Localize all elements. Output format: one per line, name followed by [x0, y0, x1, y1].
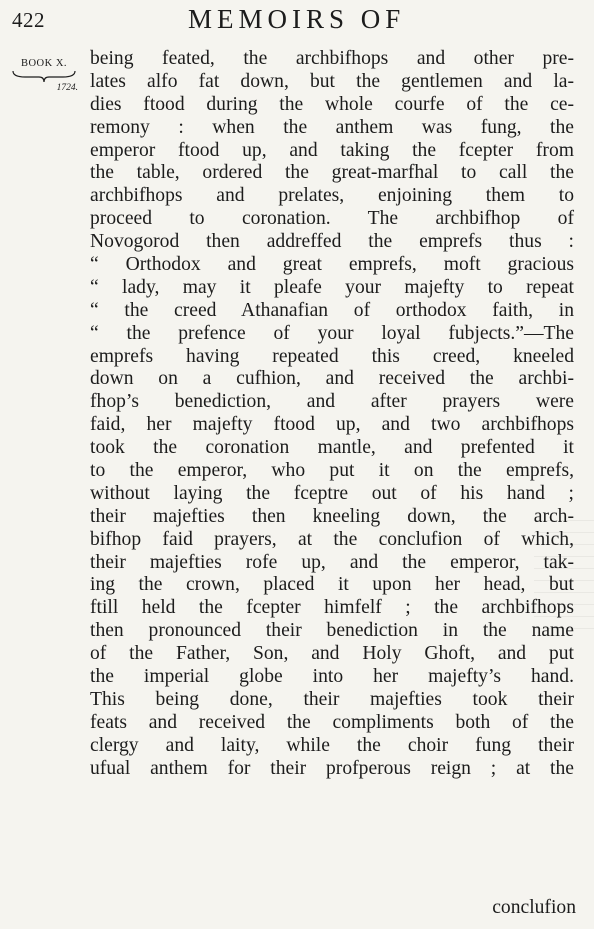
show-through-texture [534, 520, 594, 640]
text-line: Novogorod then addreffed the emprefs thus : [90, 231, 574, 253]
text-line: down on a cufhion, and received the archbi- [90, 368, 574, 390]
text-line: archbifhops and prelates, enjoining them to [90, 185, 574, 207]
text-line: their majefties rofe up, and the emperor, tak- [90, 551, 574, 573]
text-line: their majefties then kneeling down, the arch- [90, 505, 574, 527]
brace-ornament-icon [11, 69, 77, 83]
text-line: ufual anthem for their profperous reign ; at the [90, 757, 574, 779]
text-line: remony : when the anthem was fung, the [90, 116, 574, 138]
text-line: lates alfo fat down, but the gentlemen and la- [90, 70, 574, 92]
text-line: then pronounced their benediction in the name [90, 620, 574, 642]
text-line: the table, ordered the great-marfhal to call the [90, 162, 574, 184]
margin-book-label: BOOK X. [20, 58, 68, 69]
page-number: 422 [12, 8, 45, 32]
text-line: emperor ftood up, and taking the fcepter from [90, 139, 574, 161]
text-line: emprefs having repeated this creed, kneeled [90, 345, 574, 367]
text-line: “ the creed Athanafian of orthodox faith, in [90, 299, 574, 321]
catchword: conclufion [492, 897, 576, 918]
text-line: fhop’s benediction, and after prayers were [90, 391, 574, 413]
text-line: proceed to coronation. The archbifhop of [90, 208, 574, 230]
text-line: took the coronation mantle, and prefented it [90, 437, 574, 459]
text-line: faid, her majefty ftood up, and two archbifhops [90, 414, 574, 436]
running-head: MEMOIRS OF [188, 4, 406, 34]
margin-note [6, 58, 82, 93]
text-line: the imperial globe into her majefty’s hand. [90, 666, 574, 688]
body-text [90, 48, 574, 781]
text-line: bifhop faid prayers, at the conclufion of which, [90, 528, 574, 550]
text-line: clergy and laity, while the choir fung their [90, 734, 574, 756]
text-line: of the Father, Son, and Holy Ghoft, and put [90, 643, 574, 665]
margin-year: 1724. [56, 83, 78, 93]
text-line: to the emperor, who put it on the emprefs, [90, 460, 574, 482]
text-line: “ Orthodox and great emprefs, moft gracious [90, 254, 574, 276]
text-line: ing the crown, placed it upon her head, but [90, 574, 574, 596]
text-line: without laying the fceptre out of his hand ; [90, 482, 574, 504]
text-line: “ the prefence of your loyal fubjects.”—The [90, 322, 574, 344]
text-line: ftill held the fcepter himfelf ; the archbifhops [90, 597, 574, 619]
text-line: feats and received the compliments both of the [90, 711, 574, 733]
text-line: This being done, their majefties took their [90, 688, 574, 710]
text-line: dies ftood during the whole courfe of the ce- [90, 93, 574, 115]
text-line: “ lady, may it pleafe your majefty to repeat [90, 276, 574, 298]
text-line: being feated, the archbifhops and other pre- [90, 48, 574, 69]
